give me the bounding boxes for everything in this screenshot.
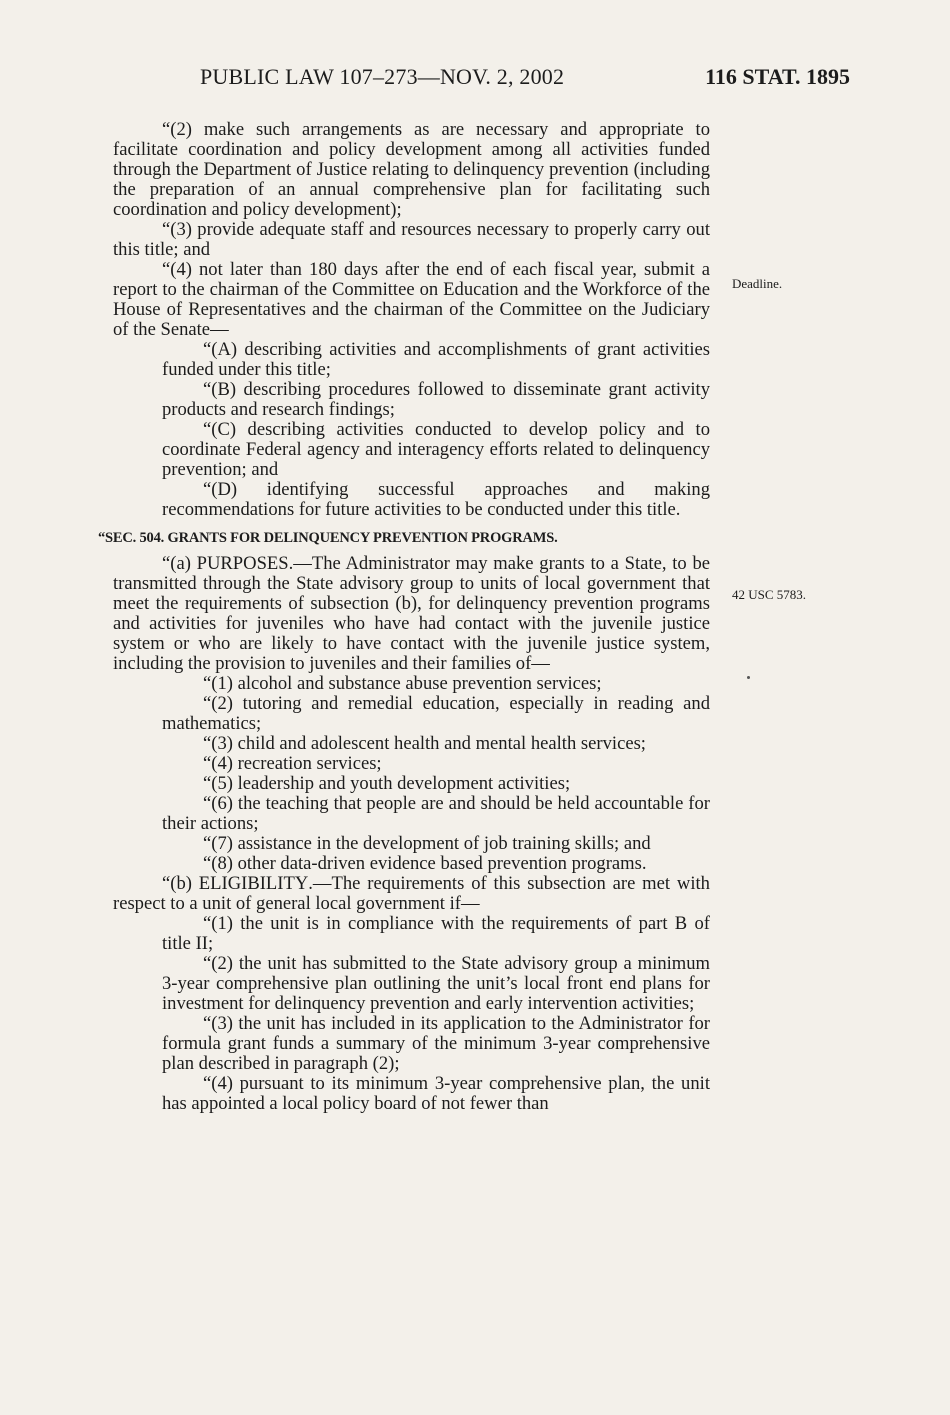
subsection-a-text: .—The Administrator may make grants to a State, to be transmitted through the State advisory group to units of local government that meet the requirements of subsection (b), for delinquency prevention programs and activities for juveniles who have had contact with the juvenile justice system or who are likely to have contact with the juvenile justice system, including the provision to juveniles and their families of— [113, 553, 710, 674]
margin-note-usc: 42 USC 5783. [732, 587, 807, 602]
scan-speck [747, 676, 750, 679]
subparagraph-d: “(D) identifying successful approaches and making recommendations for future activities to be conducted under this title. [162, 479, 710, 520]
subparagraph-a: “(A) describing activities and accomplishments of grant activities funded under this title; [162, 339, 710, 380]
subsection-b-label: ELIGIBILITY [198, 873, 309, 894]
purpose-item-7: “(7) assistance in the development of job training skills; and [203, 833, 651, 854]
paragraph-3: “(3) provide adequate staff and resources necessary to properly carry out this title; and [113, 219, 710, 260]
header-stat-citation: 116 STAT. 1895 [705, 64, 850, 89]
purpose-item-4: “(4) recreation services; [203, 753, 382, 774]
purpose-item-3: “(3) child and adolescent health and mental health services; [203, 733, 646, 754]
purpose-item-6: “(6) the teaching that people are and should be held accountable for their actions; [162, 793, 710, 834]
eligibility-item-1: “(1) the unit is in compliance with the requirements of part B of title II; [162, 913, 710, 954]
subparagraph-b: “(B) describing procedures followed to disseminate grant activity products and research findings; [162, 379, 710, 420]
running-header [0, 64, 950, 92]
paragraph-2: “(2) make such arrangements as are necessary and appropriate to facilitate coordination and policy development among all activities funded through the Department of Justice relating to delinquency prevention (including the preparation of an annual comprehensive plan for facilitating such coordination and policy development); [113, 119, 710, 220]
eligibility-item-3: “(3) the unit has included in its application to the Administrator for formula grant funds a summary of the minimum 3-year comprehensive plan described in paragraph (2); [162, 1013, 710, 1074]
body-text [98, 119, 710, 1114]
purpose-item-8: “(8) other data-driven evidence based prevention programs. [203, 853, 647, 874]
subsection-b-eligibility [113, 874, 710, 914]
subsection-a-open: “(a) [162, 553, 197, 574]
subparagraph-c: “(C) describing activities conducted to develop policy and to coordinate Federal agency and interagency efforts related to delinquency prevention; and [162, 419, 710, 480]
subsection-a-purposes [113, 554, 710, 674]
section-heading: “SEC. 504. GRANTS FOR DELINQUENCY PREVENTION PROGRAMS. [98, 530, 558, 546]
paragraph-4: “(4) not later than 180 days after the end of each fiscal year, submit a report to the chairman of the Committee on Education and the Workforce of the House of Representatives and the chairman of the Committee on the Judiciary of the Senate— [113, 259, 710, 340]
subsection-a-label: PURPOSES [196, 553, 289, 574]
eligibility-item-2: “(2) the unit has submitted to the State advisory group a minimum 3-year comprehensive plan outlining the unit’s local front end plans for investment for delinquency prevention and early intervention activities; [162, 953, 710, 1014]
eligibility-item-4: “(4) pursuant to its minimum 3-year comprehensive plan, the unit has appointed a local policy board of not fewer than [162, 1073, 710, 1114]
header-title: PUBLIC LAW 107–273—NOV. 2, 2002 [200, 64, 565, 89]
subsection-b-open: “(b) [162, 873, 199, 894]
purpose-item-5: “(5) leadership and youth development activities; [203, 773, 571, 794]
subsection-b-text: .—The requirements of this subsection are met with respect to a unit of general local government if— [113, 873, 710, 914]
purpose-item-2: “(2) tutoring and remedial education, especially in reading and mathematics; [162, 693, 710, 734]
margin-note-deadline: Deadline. [732, 276, 783, 291]
purpose-item-1: “(1) alcohol and substance abuse prevention services; [203, 673, 602, 694]
